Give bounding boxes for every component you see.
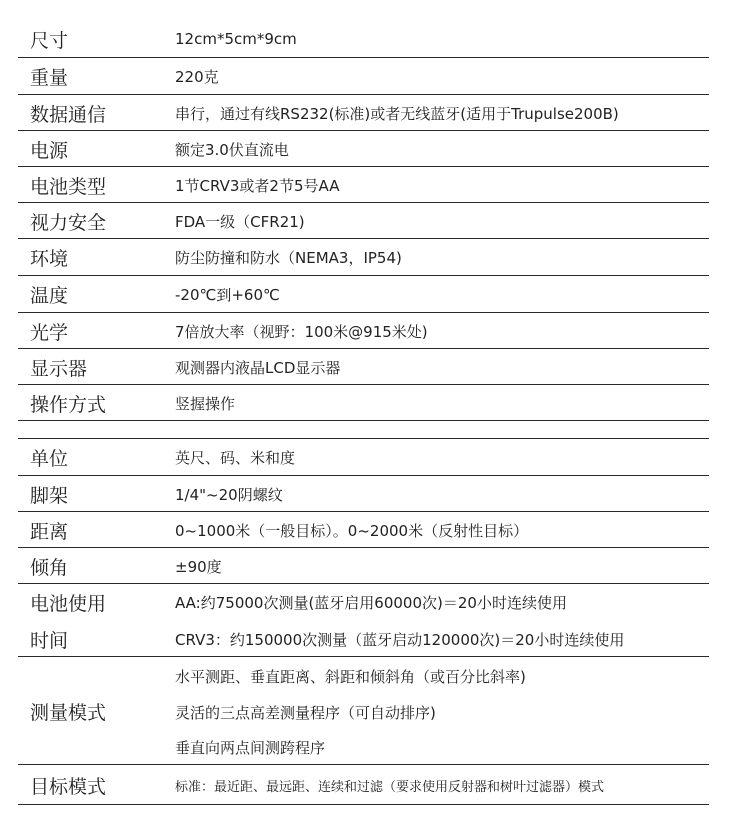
spec-value: 防尘防撞和防水（NEMA3，IP54) — [175, 249, 402, 267]
spec-row-optics — [18, 313, 709, 349]
spec-value: 1节CRV3或者2节5号AA — [175, 176, 340, 195]
battery-label-line2: 时间 — [30, 629, 69, 652]
spec-row-power — [18, 131, 709, 167]
spec-row-battery-life — [18, 584, 709, 657]
spec-row-display — [18, 349, 709, 385]
spec-row-operation — [18, 385, 709, 421]
spec-value: 0~1000米（一般目标）。0~2000米（反射性目标） — [175, 521, 529, 540]
spec-row-eye-safety — [18, 203, 709, 239]
spec-row-environment — [18, 239, 709, 276]
spec-label: 电池类型 — [30, 175, 107, 198]
spec-row-tripod — [18, 476, 709, 512]
spec-label: 视力安全 — [30, 211, 107, 234]
spec-label: 操作方式 — [30, 393, 107, 416]
spec-label: 目标模式 — [30, 775, 107, 798]
spec-row-temperature — [18, 276, 709, 313]
spec-label: 环境 — [30, 248, 69, 270]
battery-value-line1: AA:约75000次测量(蓝牙启用60000次)＝20小时连续使用 — [175, 594, 567, 612]
spec-label: 距离 — [30, 520, 69, 543]
spec-value: 标准：最近距、最远距、连续和过滤（要求使用反射器和树叶过滤器）模式 — [175, 779, 605, 795]
spec-label: 数据通信 — [30, 103, 107, 126]
spec-value: 竖握操作 — [175, 394, 236, 413]
spec-value: 额定3.0伏直流电 — [175, 140, 289, 159]
spec-label: 单位 — [30, 448, 69, 470]
spec-label: 脚架 — [30, 484, 69, 507]
modes-label: 测量模式 — [30, 701, 107, 724]
spec-row-size — [18, 20, 709, 58]
spec-row-weight — [18, 58, 709, 95]
spec-value: 英尺、码、米和度 — [175, 449, 296, 467]
spec-row-distance — [18, 512, 709, 548]
spacer-row — [18, 421, 709, 439]
spec-value: 1/4"~20阴螺纹 — [175, 485, 283, 504]
spec-row-inclination — [18, 548, 709, 584]
spec-label: 倾角 — [30, 556, 69, 579]
battery-value-line2: CRV3：约150000次测量（蓝牙启动120000次)＝20小时连续使用 — [175, 630, 625, 649]
spec-value: -20℃到+60℃ — [175, 286, 280, 304]
spec-row-measure-modes — [18, 657, 709, 765]
spec-value: 观测器内液晶LCD显示器 — [175, 358, 341, 377]
spec-label: 重量 — [30, 67, 69, 89]
modes-line-2: 灵活的三点高差测量程序（可自动排序) — [175, 703, 436, 722]
spec-label: 温度 — [30, 285, 69, 307]
spec-label: 尺寸 — [30, 29, 69, 52]
spec-label: 光学 — [30, 321, 69, 344]
spec-value: 串行，通过有线RS232(标准)或者无线蓝牙(适用于Trupulse200B) — [175, 104, 619, 123]
spec-value: FDA一级（CFR21) — [175, 212, 305, 231]
spec-value: 12cm*5cm*9cm — [175, 30, 297, 48]
spec-value: 220克 — [175, 68, 219, 86]
spec-value: 7倍放大率（视野：100米@915米处) — [175, 322, 428, 341]
spec-label: 电源 — [30, 139, 69, 162]
spec-row-units — [18, 439, 709, 476]
battery-label-line1: 电池使用 — [30, 593, 107, 615]
spec-value: ±90度 — [175, 557, 222, 576]
modes-line-1: 水平测距、垂直距离、斜距和倾斜角（或百分比斜率) — [175, 667, 526, 686]
spec-row-data-comm — [18, 95, 709, 131]
spec-row-target-mode — [18, 765, 709, 805]
modes-line-3: 垂直向两点间测跨程序 — [175, 738, 326, 757]
spec-row-battery-type — [18, 167, 709, 203]
spec-label: 显示器 — [30, 357, 88, 380]
